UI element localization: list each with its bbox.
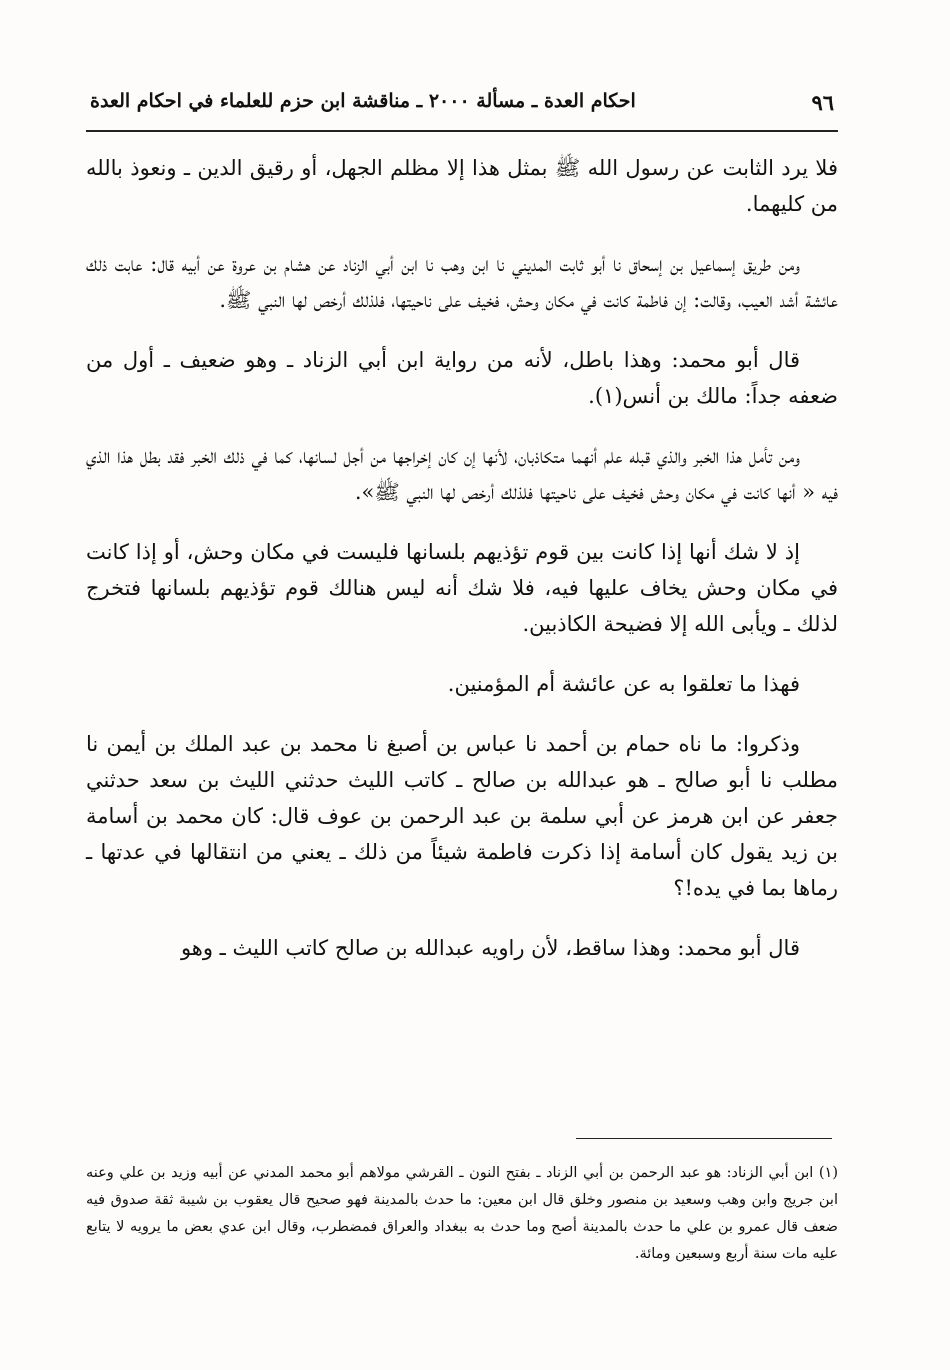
footnote-divider xyxy=(576,1138,832,1139)
page-number: ٩٦ xyxy=(811,90,834,115)
running-title: احكام العدة ـ مسألة ٢٠٠٠ ـ مناقشة ابن حزم للعلماء في احكام العدة xyxy=(90,90,636,112)
paragraph-7: وذكروا: ما ناه حمام بن أحمد نا عباس بن أصبغ نا محمد بن عبد الملك بن أيمن نا مطلب نا أبو صالح ـ هو عبدالله بن صالح ـ كاتب الليث حدثني الليث بن سعد حدثني جعفر عن ابن هرمز عن أبي سلمة بن عبد الرحمن بن عوف قال: كان محمد بن أسامة بن زيد يقول كان أسامة إذا ذكرت فاطمة شيئاً من ذلك ـ يعني من انتقالها في عدتها ـ رماها بما في يده!؟ xyxy=(86,732,838,900)
paragraph-6: فهذا ما تعلقوا به عن عائشة أم المؤمنين. xyxy=(447,672,800,696)
paragraph-3: قال أبو محمد: وهذا باطل، لأنه من رواية ابن أبي الزناد ـ وهو ضعيف ـ أول من ضعفه جداً: مالك بن أنس(١). xyxy=(86,348,838,408)
footnote xyxy=(86,1160,838,1268)
paragraph-4: ومن تأمل هذا الخبر والذي قبله علم أنهما متكاذبان، لأنها إن كان إخراجها من أجل لسانها، كما في ذلك الخبر فقد بطل هذا الذي فيه « أنها كانت في مكان وحش فخيف على ناحيتها فلذلك أرخص لها النبي ﷺ». xyxy=(86,444,838,504)
paragraph-2: ومن طريق إسماعيل بن إسحاق نا أبو ثابت المديني نا ابن وهب نا ابن أبي الزناد عن هشام بن عروة عن أبيه قال: عابت ذلك عائشة أشد العيب، وقالت: إن فاطمة كانت في مكان وحش، فخيف على ناحيتها، فلذلك أرخص لها النبي ﷺ. xyxy=(86,252,838,312)
paragraph-8: قال أبو محمد: وهذا ساقط، لأن راويه عبدالله بن صالح كاتب الليث ـ وهو xyxy=(180,936,800,960)
main-text xyxy=(86,150,838,990)
page-header xyxy=(86,86,838,132)
paragraph-1: فلا يرد الثابت عن رسول الله ﷺ بمثل هذا إلا مظلم الجهل، أو رقيق الدين ـ ونعوذ بالله من كليهما. xyxy=(86,156,838,216)
paragraph-5: إذ لا شك أنها إذا كانت بين قوم تؤذيهم بلسانها فليست في مكان وحش، أو إذا كانت في مكان وحش يخاف عليها فيه، فلا شك أنه ليس هنالك قوم تؤذيهم بلسانها فتخرج لذلك ـ ويأبى الله إلا فضيحة الكاذبين. xyxy=(86,540,838,636)
footnote-1: (١) ابن أبي الزناد: هو عبد الرحمن بن أبي الزناد ـ بفتح النون ـ القرشي مولاهم أبو محمد المدني عن أبيه وزيد بن علي وعنه ابن جريج وابن وهب وسعيد بن منصور وخلق قال ابن معين: ما حدث بالمدينة فهو صحيح قال يعقوب بن شيبة ثقة صدوق فيه ضعف قال عمرو بن علي ما حدث بالمدينة أصح وما حدث به ببغداد والعراق فمضطرب، وقال ابن عدي بعض ما يرويه لا يتابع عليه مات سنة أربع وسبعين ومائة. xyxy=(86,1165,838,1262)
